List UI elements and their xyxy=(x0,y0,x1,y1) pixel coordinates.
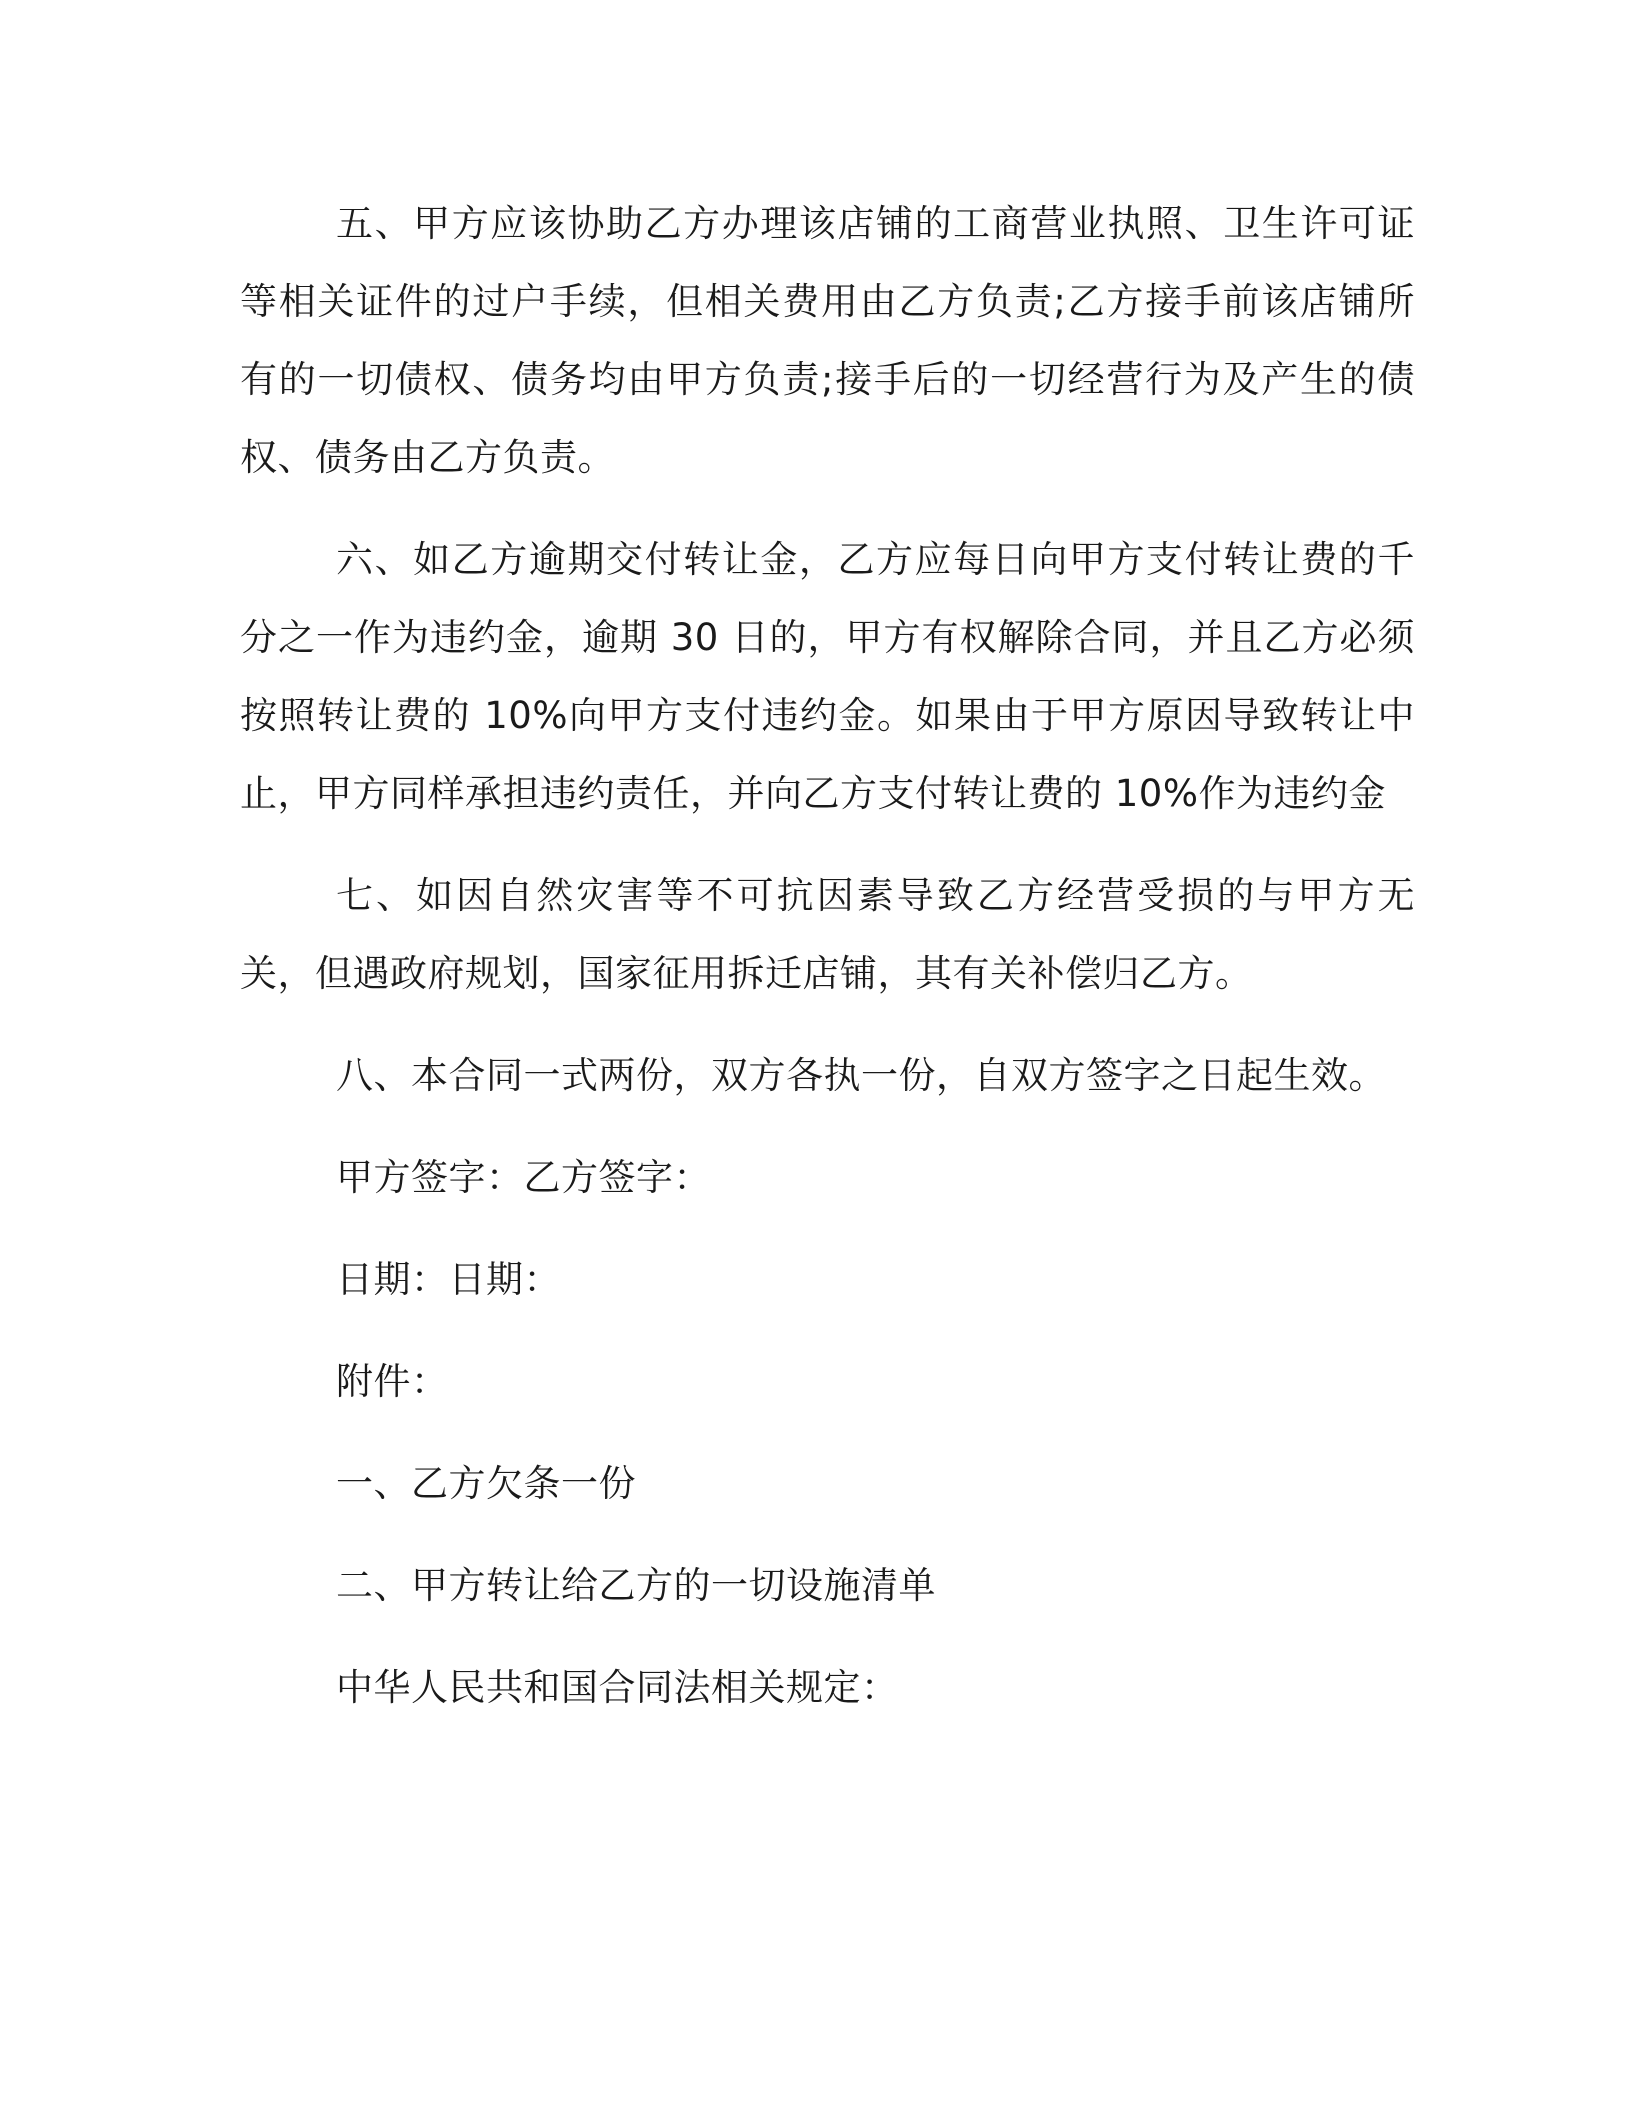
document-body xyxy=(240,185,1415,1751)
attachment-item-1: 一、乙方欠条一份 xyxy=(336,1462,636,1505)
attachments-title: 附件： xyxy=(336,1360,449,1403)
attachment-item-2: 二、甲方转让给乙方的一切设施清单 xyxy=(336,1564,936,1607)
date-line: 日期：日期： xyxy=(336,1258,561,1301)
clause-eight: 八、本合同一式两份，双方各执一份，自双方签字之日起生效。 xyxy=(336,1054,1386,1097)
signature-line: 甲方签字：乙方签字： xyxy=(336,1156,711,1199)
clause-five: 五、甲方应该协助乙方办理该店铺的工商营业执照、卫生许可证等相关证件的过户手续，但相关费用由乙方负责;乙方接手前该店铺所有的一切债权、债务均由甲方负责;接手后的一切经营行为及产生的债权、债务由乙方负责。 xyxy=(240,202,1415,479)
clause-six: 六、如乙方逾期交付转让金，乙方应每日向甲方支付转让费的千分之一作为违约金，逾期 30 日的，甲方有权解除合同，并且乙方必须按照转让费的 10%向甲方支付违约金。如果由于甲方原因导致转让中止，甲方同样承担违约责任，并向乙方支付转让费的 10%作为违约金 xyxy=(240,538,1415,815)
law-reference: 中华人民共和国合同法相关规定： xyxy=(336,1666,899,1709)
clause-seven: 七、如因自然灾害等不可抗因素导致乙方经营受损的与甲方无关，但遇政府规划，国家征用拆迁店铺，其有关补偿归乙方。 xyxy=(240,874,1415,995)
